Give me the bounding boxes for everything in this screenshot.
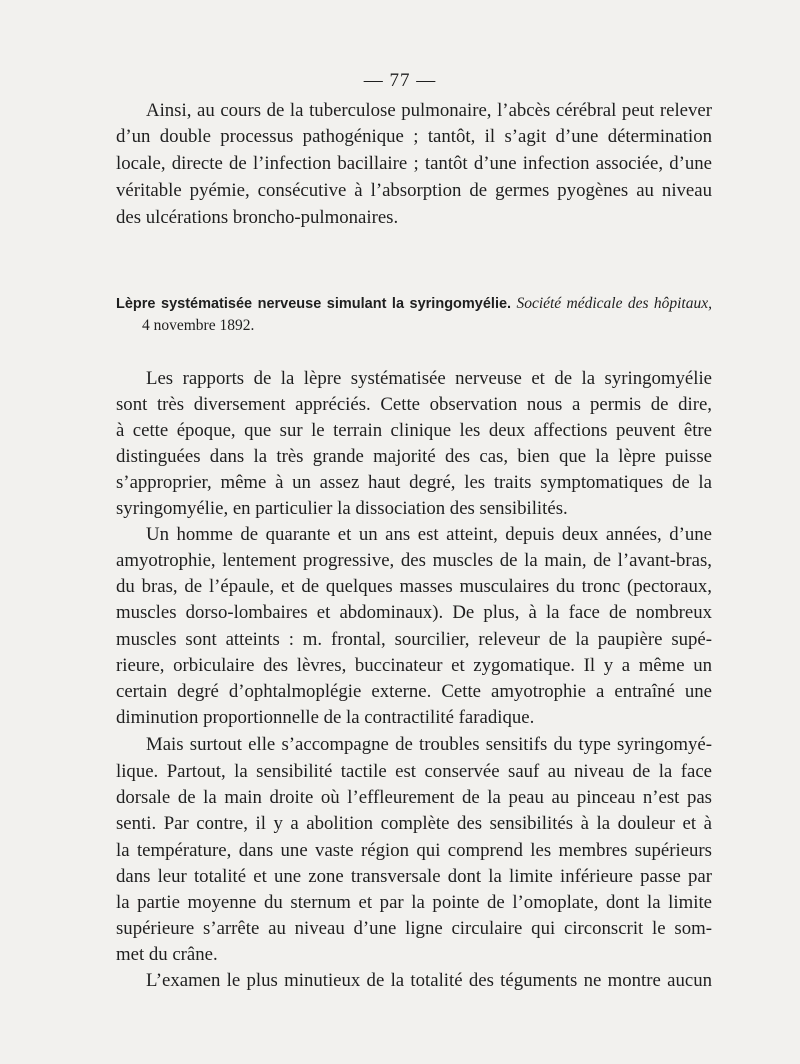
text-line: la partie moyenne du sternum et par la pointe de l’omoplate, dont la limite (116, 892, 712, 913)
text-line: des ulcérations broncho-pulmonaires. (116, 207, 399, 228)
text-line: met du crâne. (116, 944, 218, 965)
text-line: diminution proportionnelle de la contractilité faradique. (116, 707, 535, 728)
text-line: la température, dans une vaste région qui comprend les membres supérieurs (116, 840, 712, 861)
text-line: muscles dorso-lombaires et abdominaux). De plus, à la face de nombreux (116, 602, 712, 623)
text-line: rieure, orbiculaire des lèvres, buccinateur et zygomatique. Il y a même un (116, 655, 712, 676)
text-line: supérieure s’arrête au niveau d’une ligne circulaire qui circonscrit le som- (116, 918, 712, 939)
page-number: — 77 — (363, 70, 437, 91)
text-line: d’un double processus pathogénique ; tantôt, il s’agit d’une détermination (116, 126, 712, 147)
heading-date: 4 novembre 1892. (142, 317, 255, 334)
heading-source: Société médicale des hôpitaux, (516, 295, 712, 312)
text-line: sont très diversement appréciés. Cette observation nous a permis de dire, (116, 394, 712, 415)
text-line: Un homme de quarante et un ans est atteint, depuis deux années, d’une (146, 524, 712, 545)
text-line: amyotrophie, lentement progressive, des muscles de la main, de l’avant-bras, (116, 550, 712, 571)
text-line: Les rapports de la lèpre systématisée nerveuse et de la syringomyélie (146, 368, 712, 389)
text-line: senti. Par contre, il y a abolition complète des sensibilités à la douleur et à (116, 813, 712, 834)
text-line: Ainsi, au cours de la tuberculose pulmonaire, l’abcès cérébral peut relever (146, 100, 712, 121)
text-line: du bras, de l’épaule, et de quelques masses musculaires du tronc (pectoraux, (116, 576, 712, 597)
text-line: dorsale de la main droite où l’effleurement de la peau au pinceau n’est pas (116, 787, 712, 808)
text-line: lique. Partout, la sensibilité tactile est conservée sauf au niveau de la face (116, 761, 712, 782)
text-line: distinguées dans la très grande majorité des cas, bien que la lèpre puisse (116, 446, 712, 467)
text-line: dans leur totalité et une zone transversale dont la limite inférieure passe par (116, 866, 712, 887)
text-line: Mais surtout elle s’accompagne de troubles sensitifs du type syringomyé- (146, 734, 712, 755)
heading-title: Lèpre systématisée nerveuse simulant la syringomyélie. (116, 296, 512, 312)
text-line: certain degré d’ophtalmoplégie externe. Cette amyotrophie a entraîné une (116, 681, 712, 702)
text-line: muscles sont atteints : m. frontal, sourcilier, releveur de la paupière supé- (116, 629, 712, 650)
text-line: s’approprier, même à un assez haut degré, les traits symptomatiques de la (116, 472, 712, 493)
text-line: L’examen le plus minutieux de la totalité des téguments ne montre aucun (146, 970, 712, 991)
text-line: à cette époque, que sur le terrain clinique les deux affections peuvent être (116, 420, 712, 441)
heading-line (116, 292, 712, 316)
text-line: locale, directe de l’infection bacillaire ; tantôt d’une infection associée, d’une (116, 153, 712, 174)
text-line: véritable pyémie, consécutive à l’absorption de germes pyogènes au niveau (116, 180, 712, 201)
text-line: syringomyélie, en particulier la dissociation des sensibilités. (116, 498, 568, 519)
